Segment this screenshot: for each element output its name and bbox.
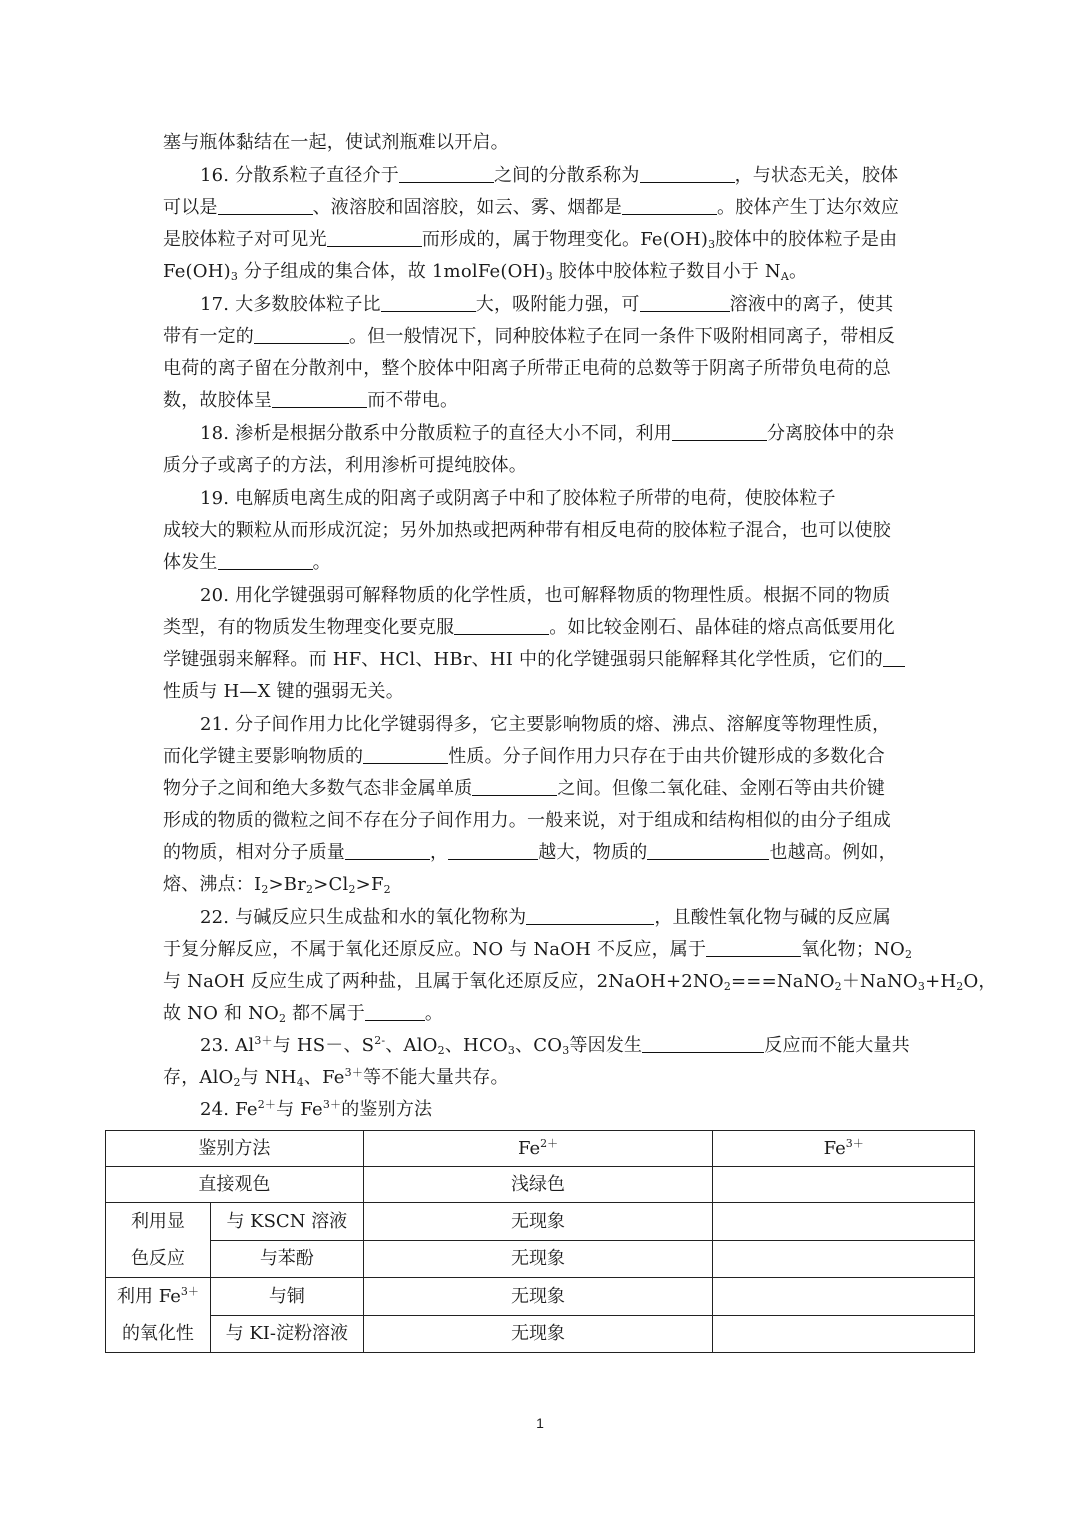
- cell-fe2: 无现象: [363, 1315, 713, 1353]
- blank: [363, 743, 448, 764]
- q21-line-4: 形成的物质的微粒之间不存在分子间作用力。一般来说，对于组成和结构相似的由分子组成: [163, 810, 891, 831]
- blank: [345, 839, 430, 860]
- cell-fe3-empty: [713, 1278, 975, 1316]
- q24-heading: 24. $Fe^{2+}$与 $Fe^{3+}$的鉴别方法: [200, 1098, 433, 1120]
- q18-line-1: 18. 渗析是根据分散系中分散质粒子的直径大小不同，利用 分离胶体中的杂: [200, 418, 918, 450]
- blank: [706, 936, 801, 957]
- table-row: [106, 1315, 975, 1353]
- q23-line-2: 存，AlO$_2$与 $NH_4$、$Fe^{3+}$等不能大量共存。: [163, 1066, 509, 1089]
- q16-line-2: 可以是 、液溶胶和固溶胶，如云、雾、烟都是 。胶体产生丁达尔效应: [163, 192, 918, 224]
- cell-fe3-empty: [713, 1240, 975, 1278]
- q17-line-1: 17. 大多数胶体粒子比 大，吸附能力强，可 溶液中的离子，使其: [200, 289, 918, 321]
- q16-line-4: $Fe(OH)_3$ 分子组成的集合体，故 $1molFe(OH)_3$ 胶体中胶体粒子数目小于 $N_A$。: [163, 261, 808, 283]
- cell-fe3-empty: [713, 1203, 975, 1241]
- blank: [640, 291, 730, 312]
- cell-fe2: 无现象: [363, 1203, 713, 1241]
- q22-line-1: 22. 与碱反应只生成盐和水的氧化物称为 ，且酸性氧化物与碱的反应属: [200, 902, 918, 934]
- cell-fe3-empty: [713, 1315, 975, 1353]
- q17-line-3: 电荷的离子留在分散剂中，整个胶体中阳离子所带正电荷的总数等于阴离子所带负电荷的总: [163, 358, 891, 379]
- page-number: 1: [536, 1415, 544, 1431]
- row-label: 直接观色: [106, 1167, 364, 1203]
- cell-fe2: 无现象: [363, 1240, 713, 1278]
- blank: [640, 162, 735, 183]
- blank: [672, 420, 767, 441]
- row-label: 与 KSCN 溶液: [210, 1203, 363, 1241]
- q22-line-3: 与 NaOH 反应生成了两种盐，且属于氧化还原反应，$2NaOH+2NO_2===NaNO_2+NaNO_3+H_2O$，: [163, 971, 997, 993]
- blank: [526, 904, 654, 925]
- paragraph-15-tail: 塞与瓶体黏结在一起，使试剂瓶难以开启。: [163, 132, 509, 153]
- blank: [365, 1000, 425, 1021]
- q21-line-5: 的物质，相对分子质量 ， 越大，物质的 也越高。例如，: [163, 837, 918, 869]
- q21-line-6: 熔、沸点：$I_2>Br_2>Cl_2>F_2$: [163, 874, 391, 896]
- table-row: [106, 1240, 975, 1278]
- q20-line-1: 20. 用化学键强弱可解释物质的化学性质，也可解释物质的物理性质。根据不同的物质: [200, 585, 891, 606]
- blank: [642, 1032, 764, 1053]
- q22-line-4: 故 NO 和 $NO_2$ 都不属于 。: [163, 998, 918, 1030]
- blank: [448, 839, 538, 860]
- q21-line-1: 21. 分子间作用力比化学键弱得多，它主要影响物质的熔、沸点、溶解度等物理性质，: [200, 714, 891, 735]
- q20-line-3: 学键强弱来解释。而 HF、HCl、HBr、HI 中的化学键强弱只能解释其化学性质，它们的: [163, 644, 918, 676]
- blank: [647, 839, 769, 860]
- q22-line-2: 于复分解反应，不属于氧化还原反应。NO 与 NaOH 不反应，属于 氧化物；$NO_2$: [163, 934, 918, 966]
- header-method: 鉴别方法: [106, 1131, 364, 1167]
- blank: [327, 226, 422, 247]
- blank: [218, 549, 313, 570]
- blank: [883, 646, 905, 667]
- q19-line-2: 成较大的颗粒从而形成沉淀；另外加热或把两种带有相反电荷的胶体粒子混合，也可以使胶: [163, 520, 891, 541]
- table-row: [106, 1167, 975, 1203]
- table-row: [106, 1278, 975, 1316]
- blank: [472, 775, 557, 796]
- cell-fe3-empty: [713, 1167, 975, 1203]
- q21-line-3: 物分子之间和绝大多数气态非金属单质 之间。但像二氧化硅、金刚石等由共价键: [163, 773, 918, 805]
- table-header-row: [106, 1131, 975, 1167]
- blank: [254, 323, 349, 344]
- blank: [399, 162, 494, 183]
- q19-line-3: 体发生 。: [163, 547, 918, 579]
- row-label: 与 KI-淀粉溶液: [210, 1315, 363, 1353]
- group-color-reaction: 利用显 色反应: [106, 1203, 211, 1278]
- header-fe2: $Fe^{2+}$: [363, 1131, 713, 1167]
- blank: [381, 291, 476, 312]
- q21-line-2: 而化学键主要影响物质的 性质。分子间作用力只存在于由共价键形成的多数化合: [163, 741, 918, 773]
- q17-line-2: 带有一定的 。但一般情况下，同种胶体粒子在同一条件下吸附相同离子，带相反: [163, 321, 918, 353]
- q18-line-2: 质分子或离子的方法，利用渗析可提纯胶体。: [163, 455, 527, 476]
- blank: [218, 194, 313, 215]
- q23-line-1: 23. $Al^{3+}$与 HS－、$S^{2-}$、AlO$_2$、$HCO_3$、$CO_3$等因发生 反应而不能大量共: [200, 1034, 910, 1057]
- q19-line-1: 19. 电解质电离生成的阳离子或阴离子中和了胶体粒子所带的电荷，使胶体粒子: [200, 488, 836, 509]
- q20-line-4: 性质与 H—X 键的强弱无关。: [163, 681, 404, 702]
- q20-line-2: 类型，有的物质发生物理变化要克服 。如比较金刚石、晶体硅的熔点高低要用化: [163, 612, 918, 644]
- blank: [454, 614, 549, 635]
- cell-fe2: 无现象: [363, 1278, 713, 1316]
- header-fe3: $Fe^{3+}$: [713, 1131, 975, 1167]
- cell-fe2: 浅绿色: [363, 1167, 713, 1203]
- blank: [622, 194, 717, 215]
- q17-line-4: 数，故胶体呈 而不带电。: [163, 385, 918, 417]
- fe-identification-table: [105, 1130, 975, 1353]
- row-label: 与苯酚: [210, 1240, 363, 1278]
- row-label: 与铜: [210, 1278, 363, 1316]
- group-oxidizing: 利用 $Fe^{3+}$ 的氧化性: [106, 1278, 211, 1353]
- q16-line-1: 16. 分散系粒子直径介于 之间的分散系称为 ，与状态无关，胶体: [200, 160, 918, 192]
- q16-line-3: 是胶体粒子对可见光 而形成的，属于物理变化。$Fe(OH)_3$胶体中的胶体粒子是由: [163, 224, 918, 256]
- blank: [272, 387, 367, 408]
- table-row: [106, 1203, 975, 1241]
